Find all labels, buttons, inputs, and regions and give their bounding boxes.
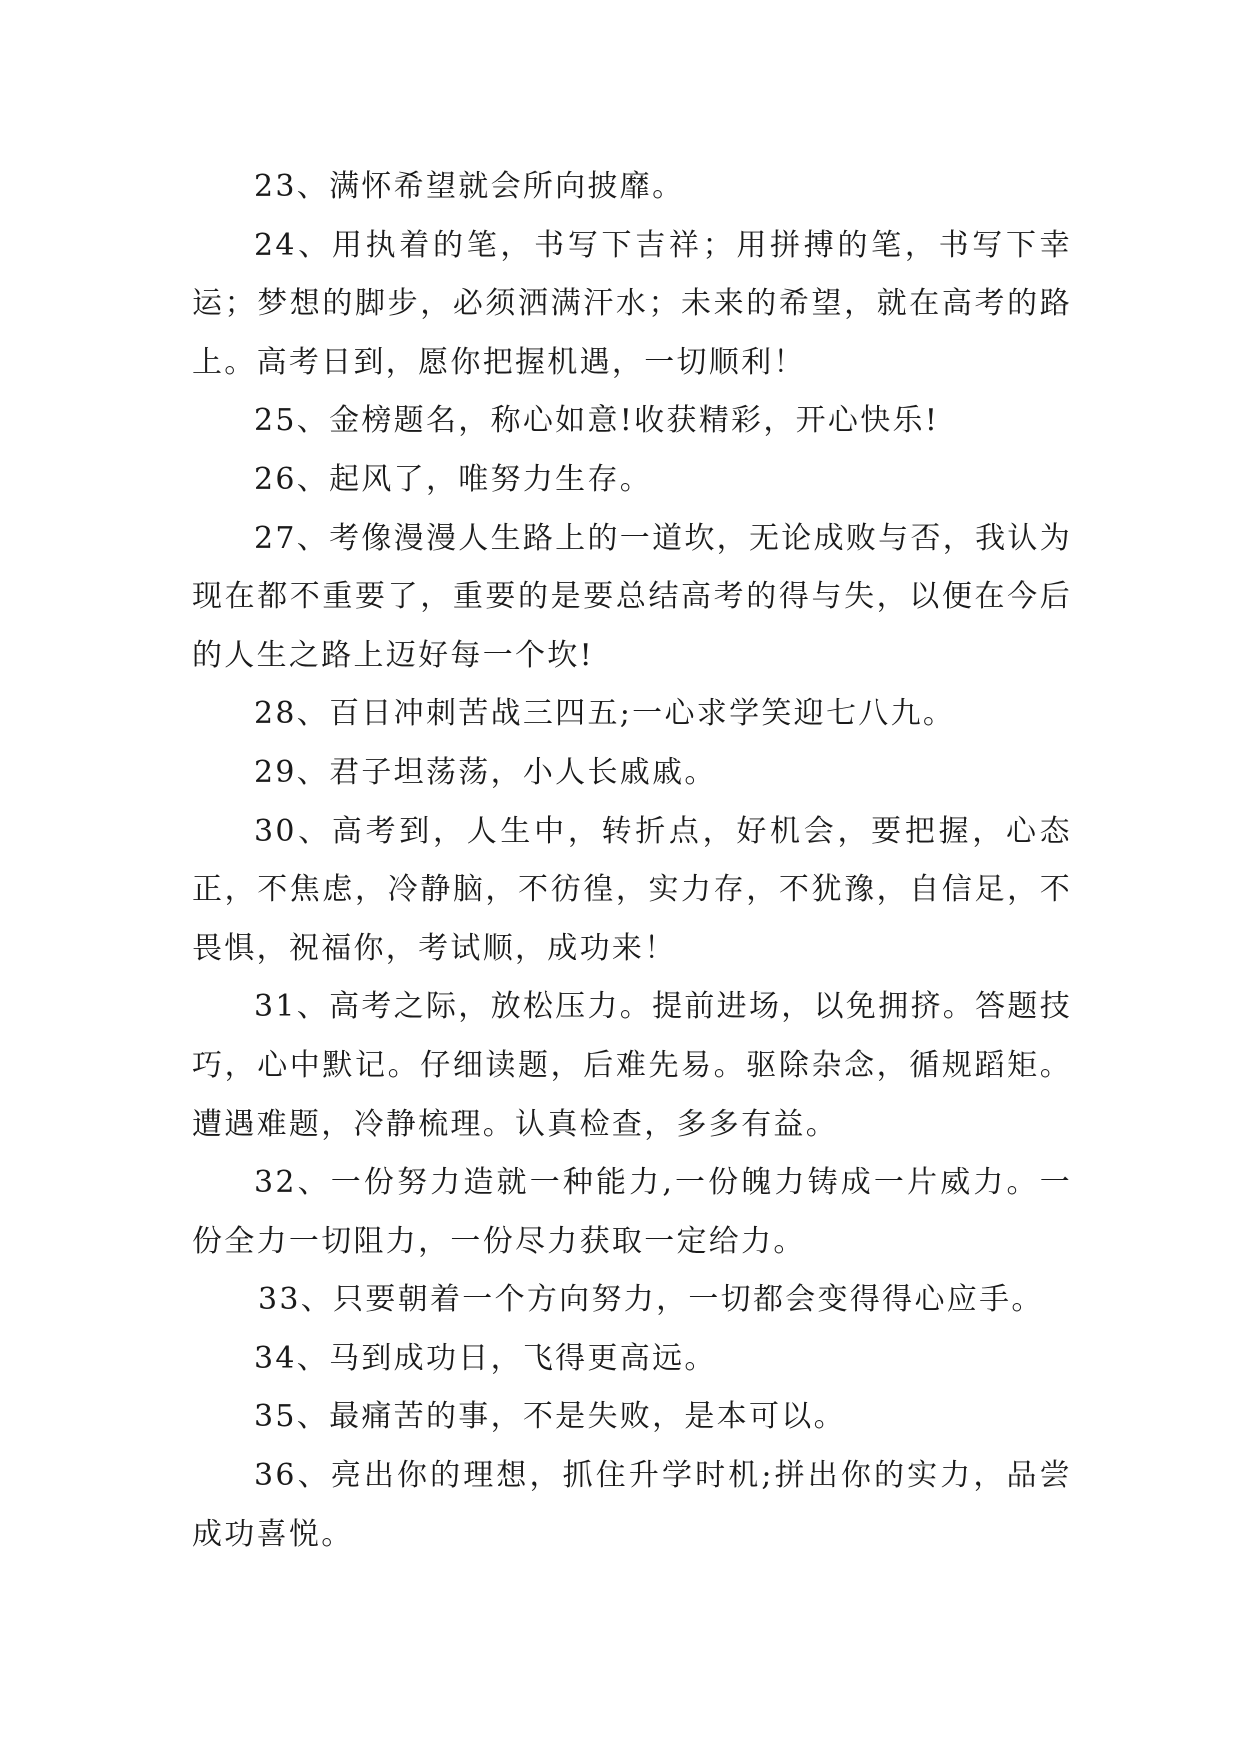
paragraph-23: 23、满怀希望就会所向披靡。 bbox=[254, 169, 685, 204]
paragraph-33: 33、只要朝着一个方向努力，一切都会变得得心应手。 bbox=[258, 1282, 1044, 1318]
document-body bbox=[192, 158, 1072, 1564]
paragraph-26: 26、起风了，唯努力生存。 bbox=[254, 461, 653, 497]
paragraph-31: 31、高考之际，放松压力。提前进场，以免拥挤。答题技巧，心中默记。仔细读题，后难先易。驱除杂念，循规蹈矩。遭遇难题，冷静梳理。认真检查，多多有益。 bbox=[192, 989, 1072, 1142]
paragraph-24: 24、用执着的笔，书写下吉祥；用拼搏的笔，书写下幸运；梦想的脚步，必须洒满汗水；未来的希望，就在高考的路上。高考日到，愿你把握机遇，一切顺利！ bbox=[192, 227, 1072, 380]
paragraph-29: 29、君子坦荡荡，小人长戚戚。 bbox=[254, 754, 717, 790]
paragraph-34: 34、马到成功日，飞得更高远。 bbox=[254, 1340, 717, 1376]
paragraph-32: 32、一份努力造就一种能力,一份魄力铸成一片威力。一份全力一切阻力，一份尽力获取一定给力。 bbox=[192, 1165, 1072, 1259]
paragraph-27: 27、考像漫漫人生路上的一道坎，无论成败与否，我认为现在都不重要了，重要的是要总结高考的得与失，以便在今后的人生之路上迈好每一个坎! bbox=[192, 520, 1072, 673]
paragraph-36: 36、亮出你的理想，抓住升学时机;拼出你的实力，品尝成功喜悦。 bbox=[192, 1458, 1072, 1552]
paragraph-25: 25、金榜题名，称心如意!收获精彩，开心快乐! bbox=[254, 403, 940, 439]
paragraph-30: 30、高考到，人生中，转折点，好机会，要把握，心态正，不焦虑，冷静脑，不彷徨，实力存，不犹豫，自信足，不畏惧，祝福你，考试顺，成功来！ bbox=[192, 813, 1072, 966]
paragraph-35: 35、最痛苦的事，不是失败，是本可以。 bbox=[254, 1399, 846, 1435]
paragraph-28: 28、百日冲刺苦战三四五;一心求学笑迎七八九。 bbox=[254, 696, 956, 732]
